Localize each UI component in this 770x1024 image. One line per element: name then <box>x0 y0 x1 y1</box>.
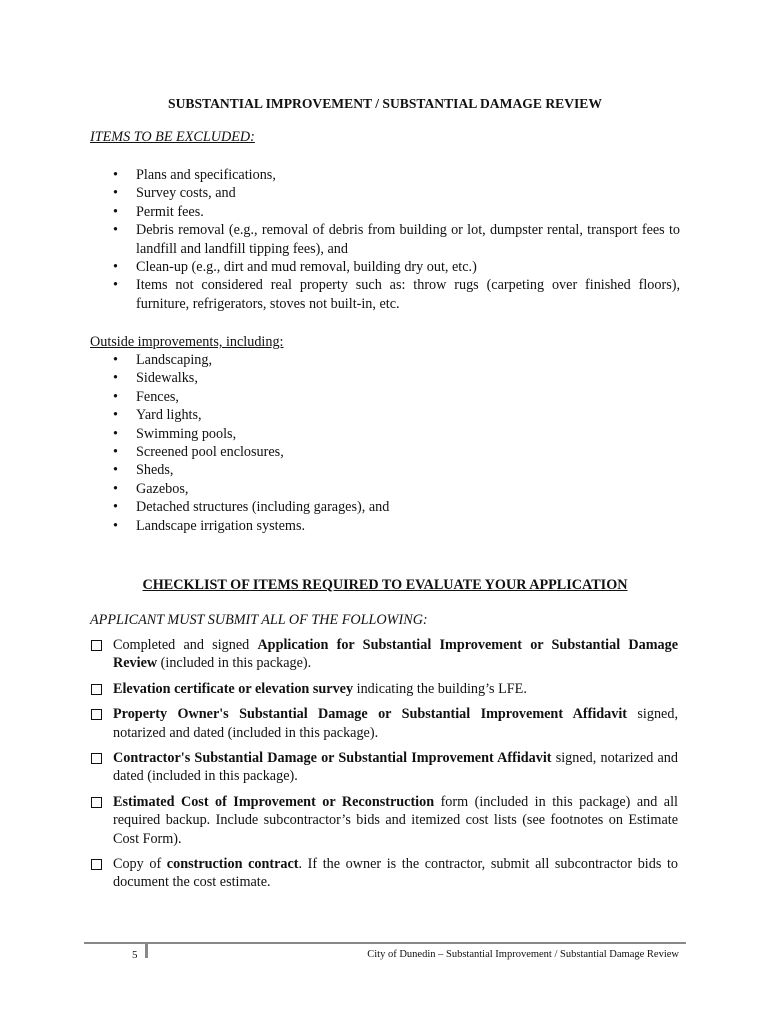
bullet-icon: • <box>113 517 118 534</box>
checkbox[interactable] <box>91 709 102 720</box>
bullet-icon: • <box>113 499 118 516</box>
list-item: • Plans and specifications, <box>113 167 276 183</box>
footer-divider <box>84 942 686 944</box>
list-item: • Permit fees. <box>113 203 204 220</box>
list-item: • Items not considered real property such as: throw rugs (carpeting over finished floors), furniture, refrigerators, stoves not built-in, etc. <box>113 277 680 312</box>
excluded-heading: ITEMS TO BE EXCLUDED: <box>90 129 255 145</box>
bullet-icon: • <box>113 222 118 239</box>
checklist <box>90 636 678 899</box>
checklist-item: Estimated Cost of Improvement or Reconstruction form (included in this package) and all required backup. Include subcontractor’s bids and itemized cost lists (see footnotes on Estimate Cost Form). <box>90 793 678 848</box>
list-item: • Landscape irrigation systems. <box>113 517 306 534</box>
bullet-icon: • <box>113 185 118 202</box>
bullet-icon: • <box>113 259 118 276</box>
list-item: • Debris removal (e.g., removal of debris from building or lot, dumpster rental, transport fees to landfill and landfill tipping fees), and <box>113 222 680 257</box>
checklist-item: Elevation certificate or elevation survey indicating the building’s LFE. <box>90 680 678 698</box>
footer-page-number: 5 <box>132 949 138 961</box>
checklist-item: Contractor's Substantial Damage or Substantial Improvement Affidavit signed, notarized and dated (included in this package). <box>90 749 678 786</box>
bullet-icon: • <box>113 203 118 220</box>
checkbox[interactable] <box>91 859 102 870</box>
bullet-icon: • <box>113 462 118 479</box>
list-item: • Yard lights, <box>113 407 202 424</box>
checklist-item: Property Owner's Substantial Damage or Substantial Improvement Affidavit signed, notarized and dated (included in this package). <box>90 705 678 742</box>
bullet-icon: • <box>113 167 118 183</box>
excluded-list <box>113 166 680 313</box>
checklist-item: Copy of construction contract. If the owner is the contractor, submit all subcontractor bids to document the cost estimate. <box>90 855 678 892</box>
checklist-item: Completed and signed Application for Substantial Improvement or Substantial Damage Review (included in this package). <box>90 636 678 673</box>
list-item: • Swimming pools, <box>113 425 237 442</box>
bullet-icon: • <box>113 388 118 405</box>
list-item: • Survey costs, and <box>113 185 236 202</box>
checkbox[interactable] <box>91 797 102 808</box>
bullet-icon: • <box>113 480 118 497</box>
outside-improvements-heading: Outside improvements, including: <box>90 334 284 350</box>
list-item: • Detached structures (including garages), and <box>113 499 390 516</box>
list-item: • Landscaping, <box>113 352 213 368</box>
list-item: • Gazebos, <box>113 480 189 497</box>
checkbox[interactable] <box>91 684 102 695</box>
checkbox[interactable] <box>91 753 102 764</box>
list-item: • Screened pool enclosures, <box>113 444 284 461</box>
list-item: • Fences, <box>113 388 179 405</box>
outside-improvements-list <box>113 351 680 535</box>
footer-text: City of Dunedin – Substantial Improvement / Substantial Damage Review <box>367 949 679 960</box>
bullet-icon: • <box>113 370 118 387</box>
list-item: • Sidewalks, <box>113 370 198 387</box>
checkbox[interactable] <box>91 640 102 651</box>
page-title: SUBSTANTIAL IMPROVEMENT / SUBSTANTIAL DAMAGE REVIEW <box>168 96 602 111</box>
bullet-icon: • <box>113 444 118 461</box>
checklist-title: CHECKLIST OF ITEMS REQUIRED TO EVALUATE YOUR APPLICATION <box>142 577 628 593</box>
bullet-icon: • <box>113 425 118 442</box>
list-item: • Clean-up (e.g., dirt and mud removal, building dry out, etc.) <box>113 259 477 276</box>
bullet-icon: • <box>113 352 118 368</box>
bullet-icon: • <box>113 277 118 294</box>
bullet-icon: • <box>113 407 118 424</box>
list-item: • Sheds, <box>113 462 174 479</box>
applicant-heading: APPLICANT MUST SUBMIT ALL OF THE FOLLOWING: <box>90 612 428 628</box>
footer-page-bar <box>145 944 148 958</box>
